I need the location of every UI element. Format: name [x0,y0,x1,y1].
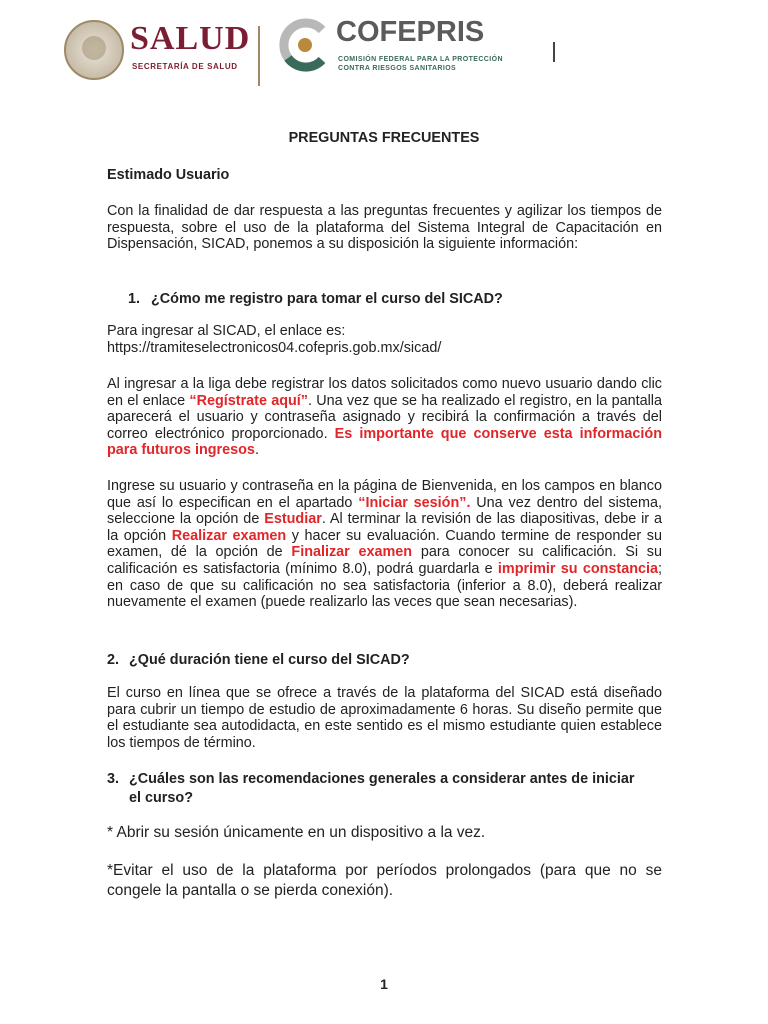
recommendation-1-text: * Abrir su sesión únicamente en un dispositivo a la vez. [107,824,486,841]
cofepris-subtitle-line2: CONTRA RIESGOS SANITARIOS [338,65,457,72]
recommendation-2 [107,861,662,901]
text-run: Ingrese su usuario y contraseña en la página de Bienvenida, en los campos en blanco que así lo especifican en el apartado [107,478,662,511]
q1-paragraph-2-text [107,376,662,459]
page-number: 1 [380,976,388,992]
estudiar-highlight: Estudiar [264,511,322,528]
salud-subtitle: SECRETARÍA DE SALUD [132,62,238,71]
document-header [60,12,720,86]
mexico-seal-icon [64,20,124,80]
sicad-link[interactable]: https://tramiteselectronicos04.cofepris.gob.mx/sicad/ [107,339,442,356]
question-3-number: 3. [107,771,120,787]
recommendation-1 [107,823,662,843]
intro-paragraph [107,203,662,253]
question-3-text-line2: el curso? [129,790,193,806]
imprimir-constancia-highlight: imprimir su constancia [497,560,658,577]
question-2-text: ¿Qué duración tiene el curso del SICAD? [129,652,410,668]
iniciar-sesion-highlight: “Iniciar sesión”. [358,494,471,511]
realizar-examen-highlight: Realizar examen [171,527,287,544]
page-title: PREGUNTAS FRECUENTES [288,130,480,146]
text-run: Al ingresar a la liga debe registrar los datos solicitados como nuevo usuario dando clic en el enlace [107,376,662,409]
q1-paragraph-3 [107,478,662,611]
cofepris-wordmark: COFEPRIS [336,16,485,48]
q1-link-block [107,323,662,356]
cofepris-logo-icon [278,18,332,72]
question-1-number: 1. [128,291,141,307]
q2-answer [107,685,662,751]
text-run: . Al terminar la revisión de las diapositivas, debe ir a la opción [107,511,662,544]
important-note: Es importante que conserve esta información para futuros ingresos [107,425,662,459]
cofepris-subtitle-line1: COMISIÓN FEDERAL PARA LA PROTECCIÓN [338,56,503,63]
q2-answer-text: El curso en línea que se ofrece a través de la plataforma del SICAD está diseñado para cubrir un tiempo de estudio de aproximadamente 6 horas. Su diseño permite que el estudiante sea autodidacta, en este sentido es el mismo estudiante quien establece los tiempos de término. [107,685,662,751]
intro-text: Con la finalidad de dar respuesta a las preguntas frecuentes y agilizar los tiempos de respuesta, sobre el uso de la plataforma del Sistema Integral de Capacitación en Dispensación, SICAD, ponemos a su disposición la siguiente información: [107,203,662,253]
finalizar-examen-highlight: Finalizar examen [291,544,413,561]
header-mark [553,42,555,62]
q1-paragraph-2 [107,376,662,459]
text-run: y hacer su evaluación. Cuando termine de responder su examen, dé la opción de [107,527,663,561]
salud-logo [64,16,304,82]
text-run: . [254,442,259,459]
registrate-aqui-link[interactable]: “Regístrate aquí” [189,392,308,409]
greeting [107,167,662,184]
recommendation-2-text: *Evitar el uso de la plataforma por períodos prolongados (para que no se congele la pantalla o se pierda conexión). [107,862,662,899]
text-run: ; en caso de que su calificación no sea satisfactoria (inferior a 8.0), deberá realizar nuevamente el examen (puede realizarlo las veces que sean necesarias). [107,560,662,611]
q1-link-intro: Para ingresar al SICAD, el enlace es: [107,323,346,339]
question-3-text-line1: ¿Cuáles son las recomendaciones generales a considerar antes de iniciar [129,771,635,787]
logo-divider [258,26,260,86]
salud-wordmark: SALUD [130,20,251,57]
question-2-number: 2. [107,652,120,668]
text-run: Una vez dentro del sistema, seleccione la opción de [107,494,662,528]
greeting-text: Estimado Usuario [107,167,230,183]
question-1-text: ¿Cómo me registro para tomar el curso del SICAD? [151,291,503,307]
q1-paragraph-3-text [107,478,662,611]
text-run: . Una vez que se ha realizado el registro, en la pantalla aparecerá el usuario y contraseña asignado y recibirá la confirmación a través del correo electrónico proporcionado. [107,392,663,442]
text-run: para conocer su calificación. Si su calificación es satisfactoria (mínimo 8.0), podrá guardarla e [107,544,662,577]
